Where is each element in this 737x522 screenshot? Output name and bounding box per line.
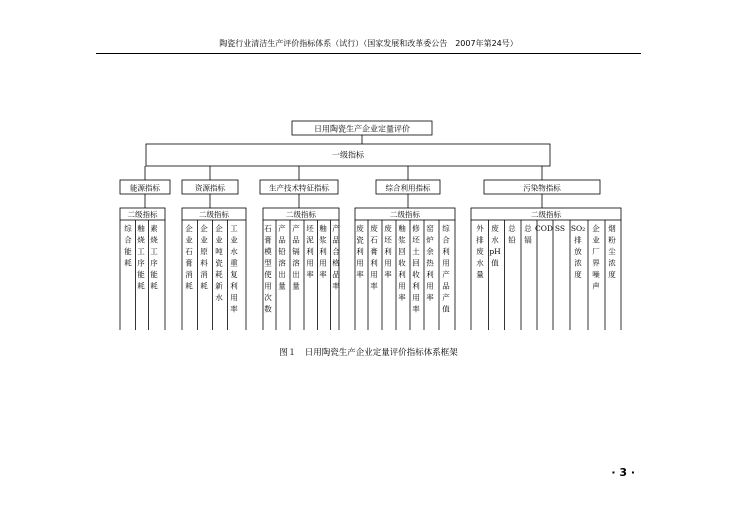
item-label: 釉浆回收利用率: [398, 224, 406, 302]
item-label: 废石膏利用率: [370, 224, 378, 291]
item-label: 外排废水量: [476, 224, 484, 279]
figure-caption: 图１ 日用陶瓷生产企业定量评价指标体系框架: [279, 348, 458, 358]
item-label: 企业吨瓷耗新水: [215, 224, 223, 302]
sub-header-label: 二级指标: [199, 210, 229, 219]
item-label: 废水 pH 值: [489, 224, 501, 268]
item-label: 素烧工序能耗: [150, 224, 158, 291]
sub-header-label: 二级指标: [390, 210, 420, 219]
item-label: 综合能耗: [124, 224, 132, 268]
root-label: 日用陶瓷生产企业定量评价: [314, 124, 410, 134]
item-label: 企业厂界噪声: [592, 224, 600, 291]
item-label: 石膏模型使用次数: [264, 224, 272, 314]
item-label: SS: [554, 224, 566, 233]
item-label: SO₂ 排放浓度: [570, 224, 586, 279]
group-label: 资源指标: [195, 183, 225, 193]
group-label: 综合利用指标: [385, 183, 431, 193]
item-label: 总镉: [524, 224, 532, 245]
item-label: 综合利用产品产值: [442, 224, 450, 314]
item-label: 釉烧工序能耗: [137, 224, 145, 291]
sub-header-label: 二级指标: [286, 210, 316, 219]
item-label: 釉浆利用率: [319, 224, 327, 279]
item-label: 产品镉溶出量: [292, 224, 300, 291]
page-number: · 3 ·: [611, 466, 635, 479]
level1-label: 一级指标: [332, 150, 364, 160]
group-label: 污染物指标: [523, 183, 561, 193]
sub-header-label: 二级指标: [127, 210, 158, 219]
item-label: 烟粉尘浓度: [608, 224, 616, 279]
item-label: 修坯土回收利用率: [412, 224, 420, 314]
item-label: 废坯利用率: [384, 224, 392, 279]
item-label: 企业石膏消耗: [185, 224, 193, 291]
group-label: 生产技术特征指标: [269, 183, 329, 193]
group-label: 能源指标: [130, 183, 160, 193]
item-label: 坯泥利用率: [306, 224, 314, 279]
item-label: 产品铅溶出量: [278, 224, 286, 291]
item-label: 工业水重复利用率: [230, 224, 238, 314]
item-label: 企业原料消耗: [200, 224, 208, 291]
item-label: 废瓷利用率: [356, 224, 364, 279]
item-label: 产品合格品率: [332, 224, 340, 291]
item-label: 总铅: [508, 224, 516, 245]
page-header: 陶瓷行业清洁生产评价指标体系（试行）（国家发展和改革委公告 2007年第24号）: [219, 39, 518, 48]
item-label: COD: [535, 224, 553, 233]
sub-header-label: 二级指标: [531, 210, 561, 219]
item-label: 窑炉余热利用率: [426, 224, 434, 302]
